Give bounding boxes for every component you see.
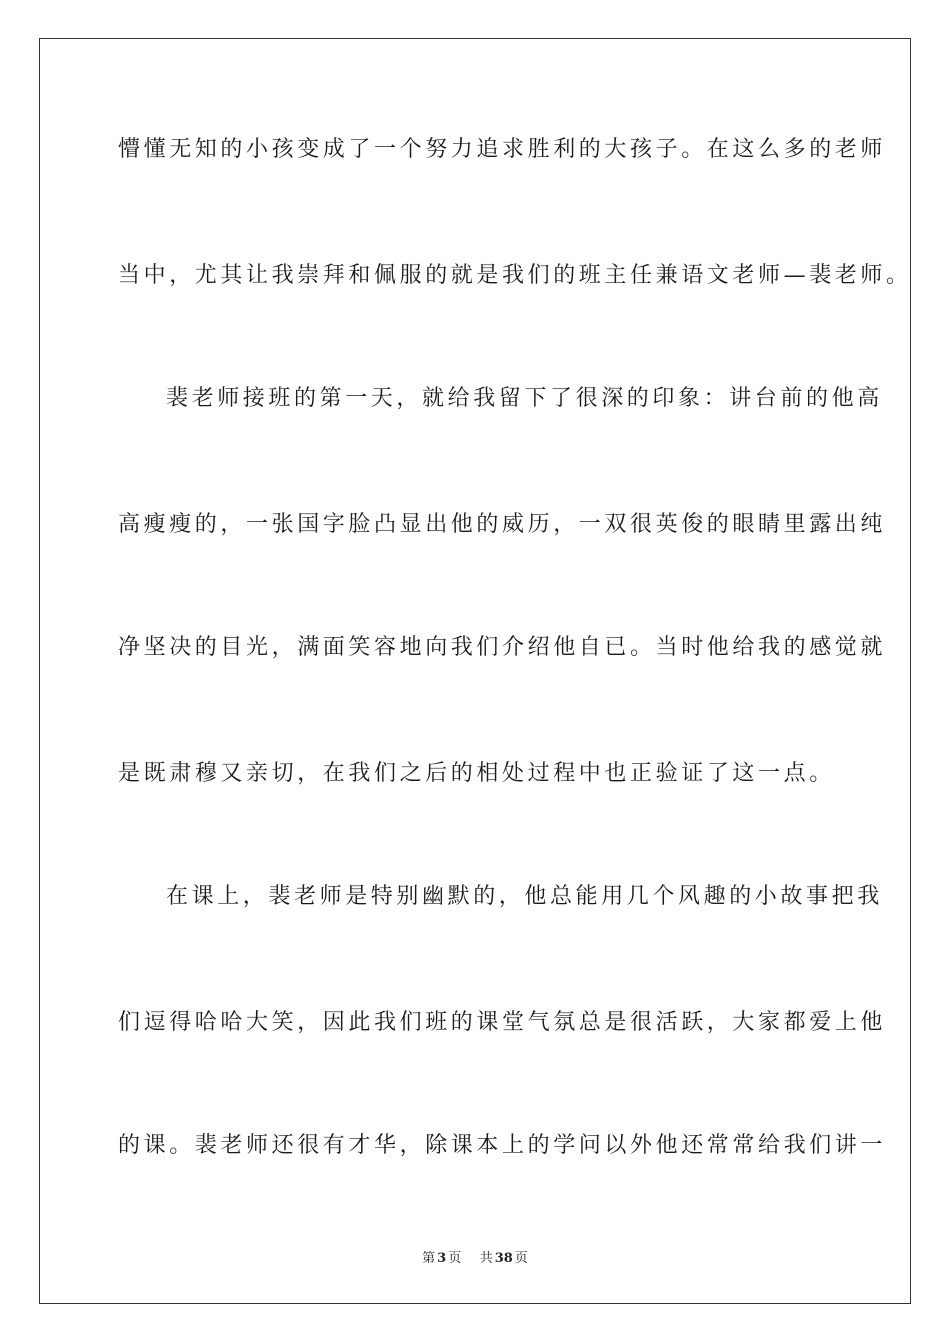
page-prefix: 第 bbox=[422, 1251, 436, 1266]
page-footer bbox=[0, 1247, 950, 1266]
total-prefix: 共 bbox=[479, 1251, 493, 1266]
text-line-5: 净坚决的目光，满面笑容地向我们介绍他自已。当时他给我的感觉就 bbox=[118, 635, 887, 660]
page-current: 3 bbox=[437, 1251, 447, 1266]
page-border bbox=[39, 38, 911, 1304]
text-line-6: 是既肃穆又亲切，在我们之后的相处过程中也正验证了这一点。 bbox=[118, 761, 835, 786]
text-line-8: 们逗得哈哈大笑，因此我们班的课堂气氛总是很活跃，大家都爱上他 bbox=[118, 1010, 887, 1035]
text-line-9: 的课。裴老师还很有才华，除课本上的学问以外他还常常给我们讲一 bbox=[118, 1133, 887, 1158]
text-line-2: 当中，尤其让我崇拜和佩服的就是我们的班主任兼语文老师—裴老师。 bbox=[118, 263, 912, 288]
paragraph-3-line-1: 在课上，裴老师是特别幽默的，他总能用几个风趣的小故事把我 bbox=[166, 884, 883, 909]
paragraph-2-line-1: 裴老师接班的第一天，就给我留下了很深的印象：讲台前的他高 bbox=[166, 386, 883, 411]
text-line-4: 高瘦瘦的，一张国字脸凸显出他的威历，一双很英俊的眼睛里露出纯 bbox=[118, 512, 887, 537]
page-suffix: 页 bbox=[448, 1251, 462, 1266]
text-line-1: 懵懂无知的小孩变成了一个努力追求胜利的大孩子。在这么多的老师 bbox=[118, 137, 887, 162]
page-total: 38 bbox=[494, 1251, 513, 1266]
total-suffix: 页 bbox=[514, 1251, 528, 1266]
